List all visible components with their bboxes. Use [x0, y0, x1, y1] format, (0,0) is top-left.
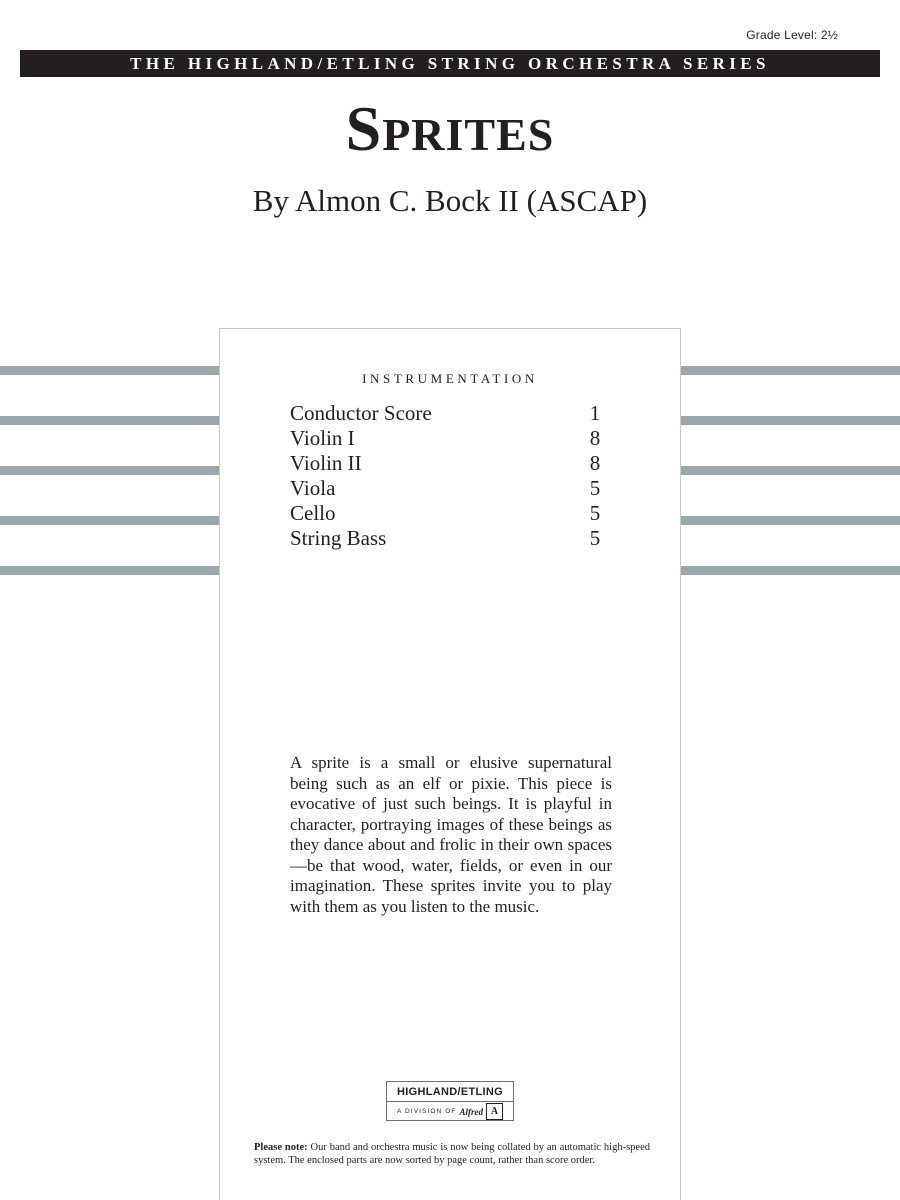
list-item: [290, 401, 615, 426]
series-banner: [20, 50, 880, 77]
list-item: [290, 526, 615, 551]
logo-parent-text: Alfred: [459, 1106, 483, 1117]
grade-level: Grade Level: 2½: [746, 28, 838, 42]
logo-footer: [387, 1102, 513, 1121]
list-item: [290, 451, 615, 476]
part-quantity: 5: [589, 526, 601, 550]
part-name: Viola: [290, 476, 336, 500]
part-quantity: 8: [589, 451, 601, 475]
publisher-logo: [386, 1081, 514, 1121]
logo-brand: HIGHLAND/ETLING: [387, 1082, 513, 1102]
title-remainder: PRITES: [382, 109, 555, 160]
list-item: [290, 426, 615, 451]
part-quantity: 5: [589, 501, 601, 525]
program-note: A sprite is a small or elusive supernatural being such as an elf or pixie. This piece is evocative of just such beings. It is playful in character, portraying images of these beings as they dance about and frolic in their own spaces—be that wood, water, fields, or even in our imagination. These sprites invite you to play with them as you listen to the music.: [290, 753, 612, 916]
part-name: Violin II: [290, 451, 362, 475]
series-title: THE HIGHLAND/ETLING STRING ORCHESTRA SERIES: [130, 53, 770, 73]
collation-notice-text: Our band and orchestra music is now being collated by an automatic high-speed system. The enclosed parts are now sorted by page count, rather than score order.: [254, 1142, 650, 1166]
list-item: [290, 501, 615, 526]
info-card: [219, 328, 681, 1200]
part-quantity: 1: [589, 401, 601, 425]
instrumentation-heading: INSTRUMENTATION: [362, 371, 538, 386]
page-title: [0, 92, 900, 166]
part-name: Violin I: [290, 426, 355, 450]
collation-notice-label: Please note:: [254, 1142, 308, 1153]
part-name: String Bass: [290, 526, 387, 550]
part-quantity: 5: [589, 476, 601, 500]
composer-credit: By Almon C. Bock II (ASCAP): [252, 183, 648, 218]
logo-division-text: A DIVISION OF: [397, 1108, 457, 1115]
part-name: Cello: [290, 501, 336, 525]
part-name: Conductor Score: [290, 401, 432, 425]
alfred-mark-icon: A: [486, 1103, 503, 1120]
part-quantity: 8: [589, 426, 601, 450]
collation-notice: [254, 1141, 650, 1167]
title-initial: S: [345, 93, 383, 164]
list-item: [290, 476, 615, 501]
instrumentation-list: [290, 401, 615, 551]
